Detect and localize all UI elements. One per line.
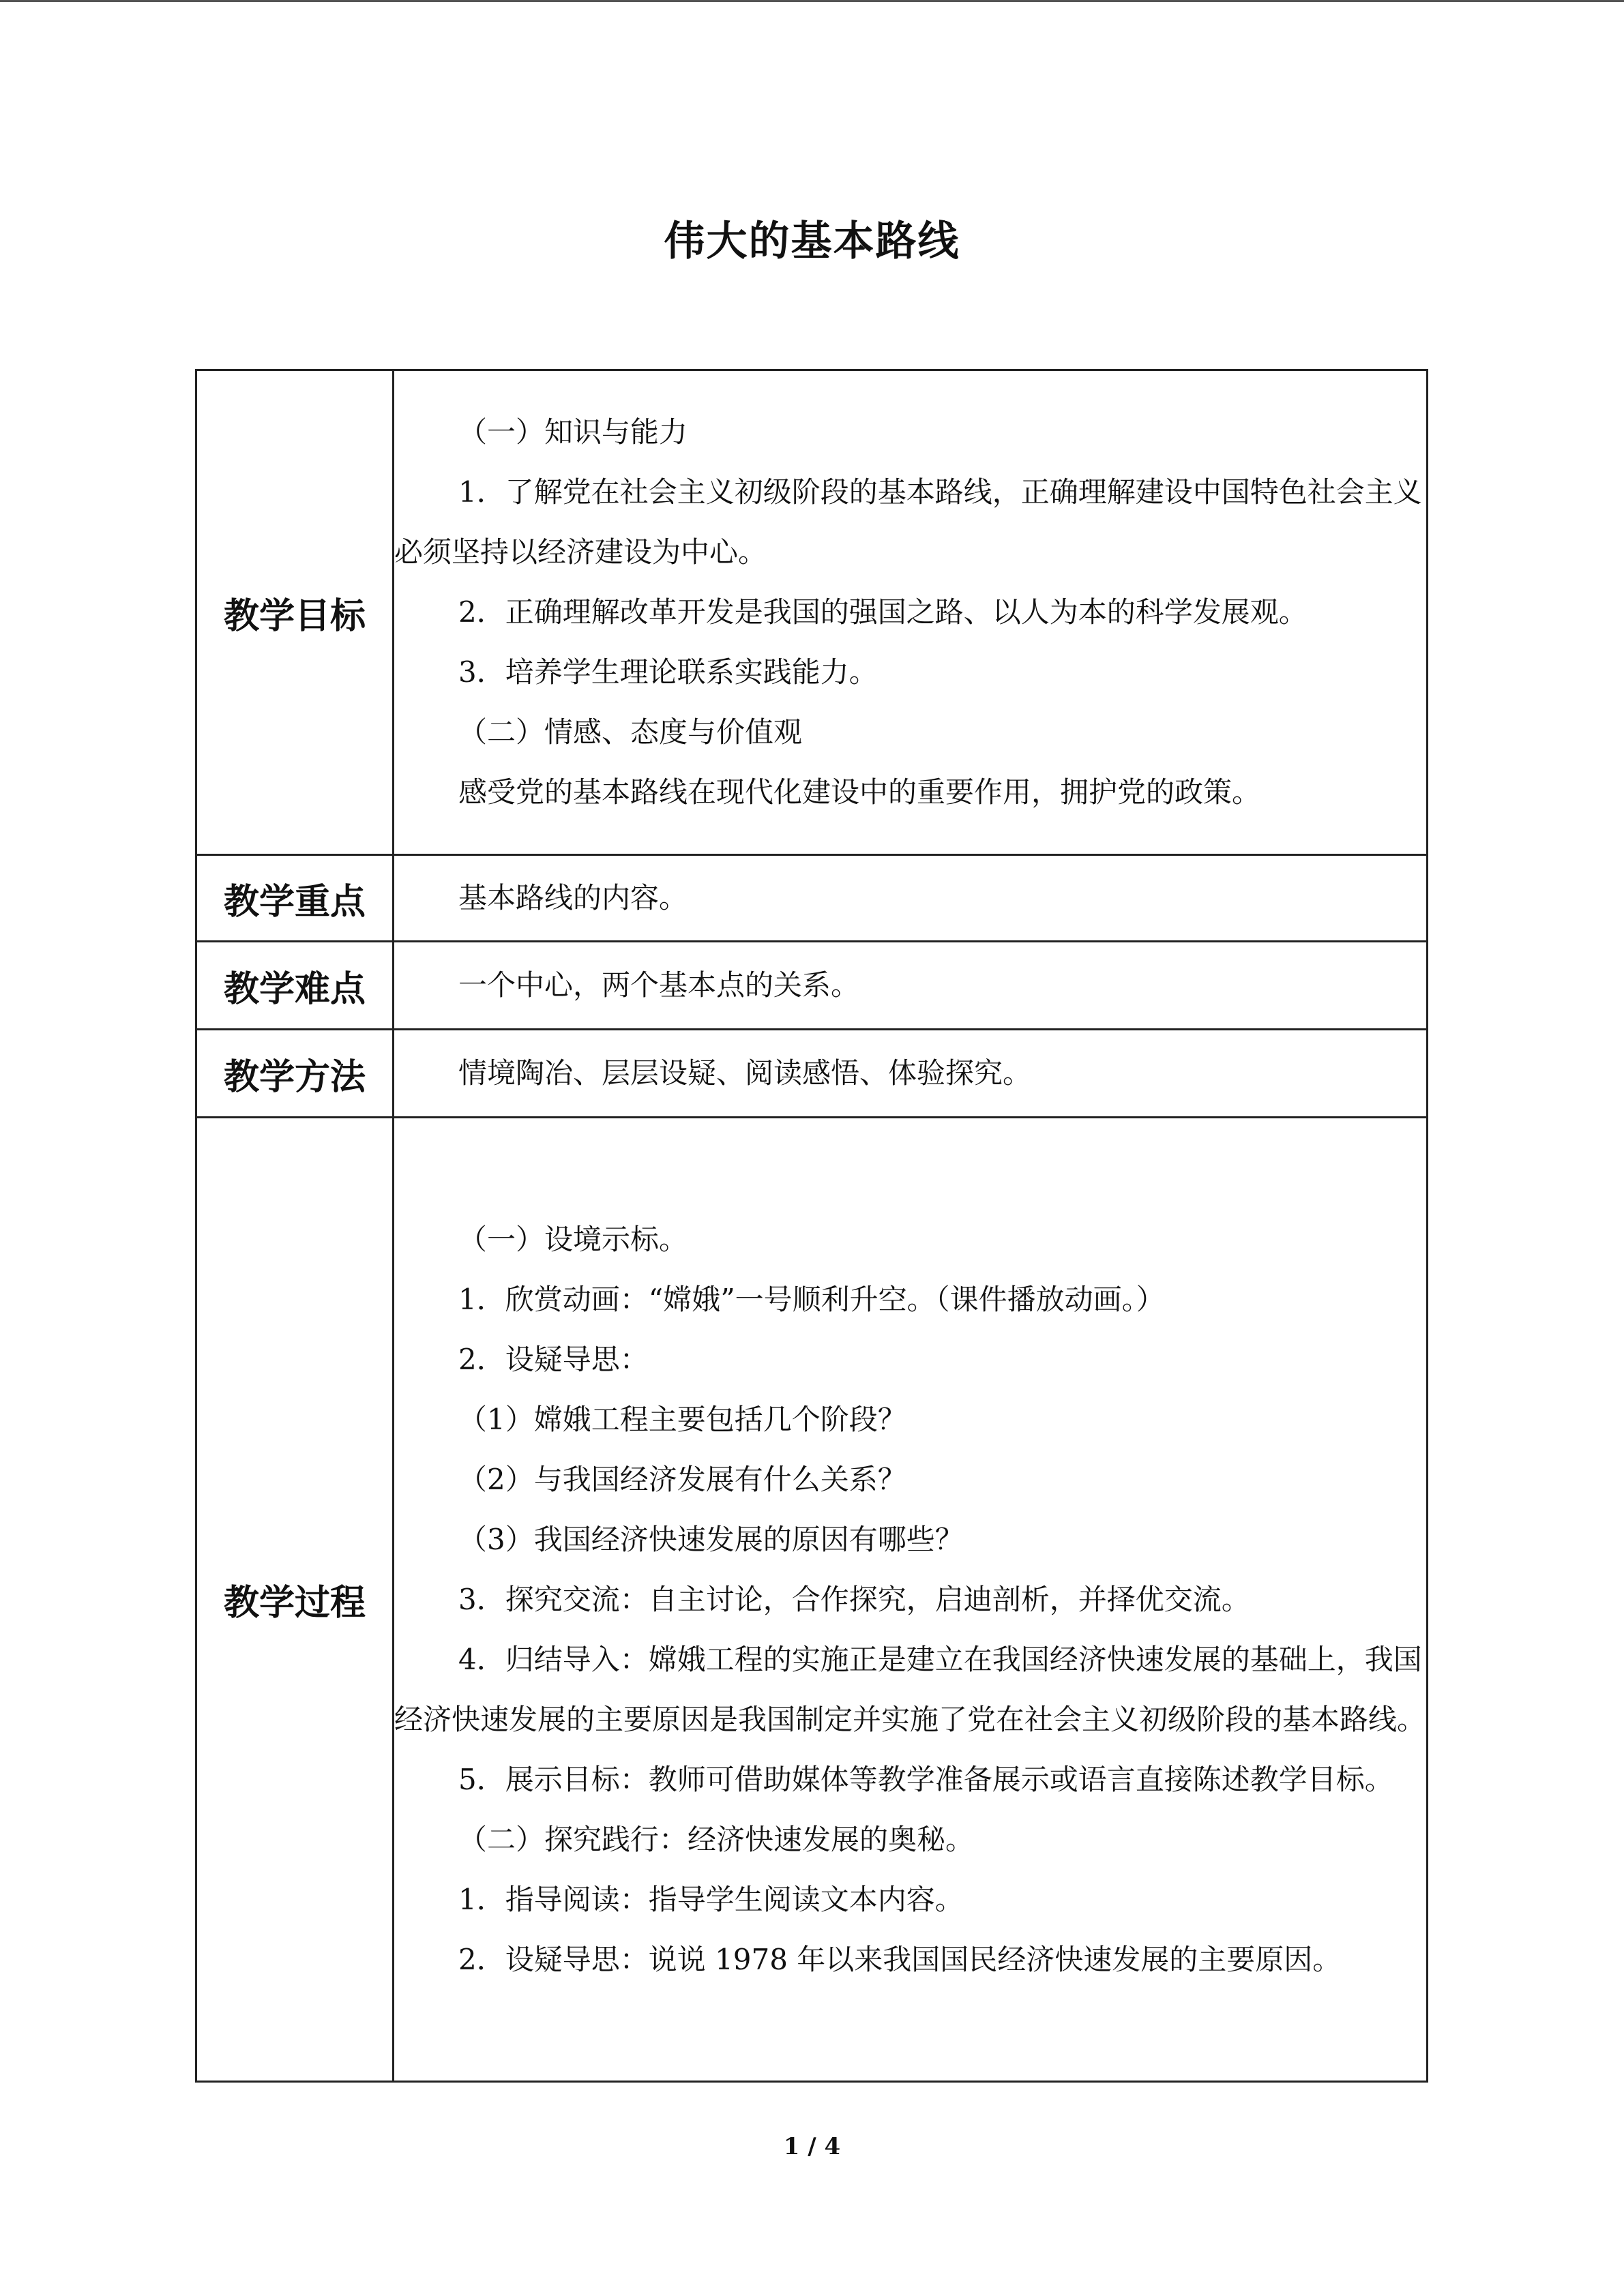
row-label-difficulties: 教学难点	[196, 942, 394, 1030]
difficulties-content	[394, 942, 1428, 1030]
table-row	[196, 942, 1428, 1030]
table-row	[196, 370, 1428, 855]
paragraph: 4．归结导入：嫦娥工程的实施正是建立在我国经济快速发展的基础上，我国经济快速发展的主要原因是我国制定并实施了党在社会主义初级阶段的基本路线。	[394, 1642, 1426, 1736]
row-label-process: 教学过程	[196, 1118, 394, 2082]
paragraph: 3．培养学生理论联系实践能力。	[458, 655, 878, 689]
paragraph: （一）知识与能力	[458, 415, 688, 449]
page-indicator: 1 / 4	[783, 2133, 841, 2160]
table-row	[196, 855, 1428, 942]
paragraph: 2．正确理解改革开发是我国的强国之路、以人为本的科学发展观。	[458, 595, 1308, 629]
paragraph: 3．探究交流：自主讨论，合作探究，启迪剖析，并择优交流。	[458, 1582, 1250, 1616]
top-border-line	[0, 0, 1624, 2]
paragraph: 情境陶冶、层层设疑、阅读感悟、体验探究。	[458, 1056, 1032, 1090]
objectives-content	[394, 370, 1428, 855]
row-label-objectives: 教学目标	[196, 370, 394, 855]
key-points-content	[394, 855, 1428, 942]
lesson-plan-table	[195, 369, 1428, 2083]
table-row	[196, 1118, 1428, 2082]
paragraph: 1．指导阅读：指导学生阅读文本内容。	[458, 1882, 964, 1916]
paragraph: 2．设疑导思：	[458, 1342, 649, 1376]
row-label-key-points: 教学重点	[196, 855, 394, 942]
process-content	[394, 1118, 1428, 2082]
methods-content	[394, 1030, 1428, 1118]
paragraph: （1）嫦娥工程主要包括几个阶段？	[458, 1402, 906, 1436]
paragraph: 2．设疑导思：说说 1978 年以来我国国民经济快速发展的主要原因。	[458, 1942, 1342, 1976]
table-row	[196, 1030, 1428, 1118]
paragraph: （二）情感、态度与价值观	[458, 715, 803, 749]
row-label-methods: 教学方法	[196, 1030, 394, 1118]
paragraph: （2）与我国经济发展有什么关系？	[458, 1462, 906, 1496]
paragraph: 1．欣赏动画：“嫦娥”一号顺利升空。（课件播放动画。）	[458, 1282, 1165, 1316]
document-title: 伟大的基本路线	[664, 218, 960, 265]
paragraph: 一个中心，两个基本点的关系。	[458, 968, 860, 1002]
paragraph: 感受党的基本路线在现代化建设中的重要作用，拥护党的政策。	[458, 775, 1261, 809]
paragraph: （二）探究践行：经济快速发展的奥秘。	[458, 1822, 975, 1856]
paragraph: （3）我国经济快速发展的原因有哪些？	[458, 1522, 964, 1556]
paragraph: 基本路线的内容。	[458, 881, 688, 914]
paragraph: 5．展示目标：教师可借助媒体等教学准备展示或语言直接陈述教学目标。	[458, 1762, 1393, 1796]
paragraph: 1．了解党在社会主义初级阶段的基本路线，正确理解建设中国特色社会主义必须坚持以经济建设为中心。	[394, 475, 1422, 569]
paragraph: （一）设境示标。	[458, 1222, 688, 1256]
